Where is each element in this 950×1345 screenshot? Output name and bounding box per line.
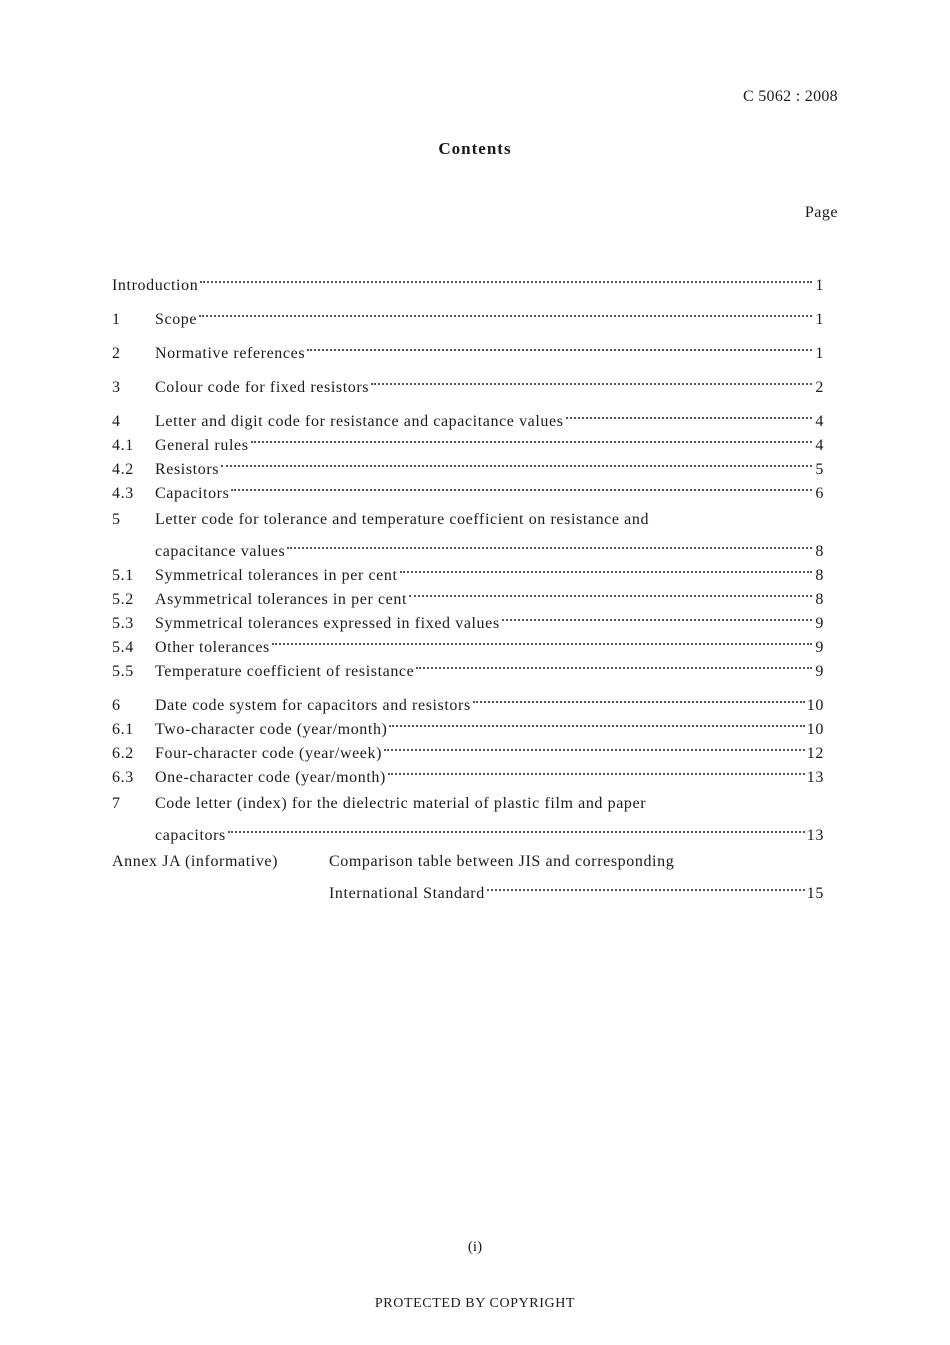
dot-leader bbox=[416, 652, 812, 676]
toc-section-number: 6 bbox=[112, 697, 121, 714]
toc-page-number: 4 bbox=[815, 437, 824, 454]
dot-leader bbox=[400, 556, 812, 580]
toc-entry-text: Two-character code (year/month) bbox=[155, 721, 388, 738]
toc-entry-5-4[interactable] bbox=[112, 628, 824, 656]
toc-entry-text: Symmetrical tolerances in per cent bbox=[155, 567, 398, 584]
page-title: Contents bbox=[438, 139, 512, 158]
toc-page-number: 6 bbox=[815, 485, 824, 502]
toc-section-number: 5.1 bbox=[112, 567, 134, 584]
toc-entry-text: Other tolerances bbox=[155, 639, 270, 656]
toc-entry-text-continued: International Standard bbox=[329, 885, 485, 902]
dot-leader bbox=[272, 628, 812, 652]
dot-leader bbox=[228, 816, 805, 840]
toc-entry-6-3[interactable] bbox=[112, 758, 824, 786]
toc-page-number: 13 bbox=[806, 827, 824, 844]
toc-section-number: 6.3 bbox=[112, 769, 134, 786]
toc-section-number: 5.5 bbox=[112, 663, 134, 680]
toc-page-number: 1 bbox=[815, 311, 824, 328]
toc-annex-label: Annex JA (informative) bbox=[112, 853, 279, 870]
toc-entry-5-1[interactable] bbox=[112, 556, 824, 584]
dot-leader bbox=[199, 300, 812, 324]
dot-leader bbox=[389, 710, 804, 734]
toc-entry-text: General rules bbox=[155, 437, 249, 454]
toc-entry-4-1[interactable] bbox=[112, 426, 824, 454]
toc-entry-5[interactable] bbox=[112, 508, 824, 560]
toc-page-number: 5 bbox=[815, 461, 824, 478]
toc-section-number: 5.4 bbox=[112, 639, 134, 656]
toc-page-number: 10 bbox=[806, 721, 824, 738]
toc-section-number: 3 bbox=[112, 379, 121, 396]
dot-leader bbox=[566, 402, 812, 426]
toc-entry-1[interactable] bbox=[112, 300, 824, 328]
page-column-label: Page bbox=[804, 204, 838, 221]
table-of-contents bbox=[112, 266, 824, 902]
toc-section-number: 4 bbox=[112, 413, 121, 430]
copyright-notice: PROTECTED BY COPYRIGHT bbox=[374, 1296, 576, 1311]
toc-entry-text: Colour code for fixed resistors bbox=[155, 379, 370, 396]
toc-page-number: 8 bbox=[815, 567, 824, 584]
toc-entry-text: One-character code (year/month) bbox=[155, 769, 386, 786]
toc-section-number: 6.1 bbox=[112, 721, 134, 738]
toc-page-number: 12 bbox=[806, 745, 824, 762]
toc-section-number: 5 bbox=[112, 511, 121, 528]
toc-page-number: 15 bbox=[806, 885, 824, 902]
toc-entry-text: Four-character code (year/week) bbox=[155, 745, 383, 762]
toc-entry-text: Date code system for capacitors and resistors bbox=[155, 697, 471, 714]
dot-leader bbox=[221, 450, 812, 474]
toc-entry-6[interactable] bbox=[112, 686, 824, 714]
toc-entry-text: Code letter (index) for the dielectric material of plastic film and paper bbox=[155, 795, 647, 812]
toc-entry-7[interactable] bbox=[112, 792, 824, 844]
toc-entry-text-continued: capacitance values bbox=[155, 543, 286, 560]
toc-entry-introduction[interactable] bbox=[112, 266, 824, 294]
toc-section-number: 4.2 bbox=[112, 461, 134, 478]
toc-entry-text: Symmetrical tolerances expressed in fixed values bbox=[155, 615, 500, 632]
toc-entry-text: Resistors bbox=[155, 461, 220, 478]
toc-entry-4-2[interactable] bbox=[112, 450, 824, 478]
dot-leader bbox=[502, 604, 812, 628]
toc-page-number: 4 bbox=[815, 413, 824, 430]
page-number-footer: (i) bbox=[467, 1239, 483, 1255]
dot-leader bbox=[388, 758, 805, 782]
toc-section-number: 4.1 bbox=[112, 437, 134, 454]
toc-page-number: 13 bbox=[806, 769, 824, 786]
toc-entry-text: Scope bbox=[155, 311, 198, 328]
toc-section-number: 7 bbox=[112, 795, 121, 812]
dot-leader bbox=[287, 532, 812, 556]
standard-number: C 5062 : 2008 bbox=[742, 88, 838, 105]
toc-entry-4-3[interactable] bbox=[112, 474, 824, 502]
dot-leader bbox=[487, 874, 805, 898]
toc-page-number: 8 bbox=[815, 543, 824, 560]
toc-entry-text: Letter and digit code for resistance and capacitance values bbox=[155, 413, 564, 430]
dot-leader bbox=[231, 474, 812, 498]
toc-entry-6-2[interactable] bbox=[112, 734, 824, 762]
toc-page-number: 9 bbox=[815, 615, 824, 632]
dot-leader bbox=[384, 734, 805, 758]
dot-leader bbox=[307, 334, 812, 358]
toc-entry-6-1[interactable] bbox=[112, 710, 824, 738]
toc-page-number: 9 bbox=[815, 639, 824, 656]
dot-leader bbox=[251, 426, 812, 450]
toc-entry-2[interactable] bbox=[112, 334, 824, 362]
toc-entry-text-continued: capacitors bbox=[155, 827, 226, 844]
toc-entry-3[interactable] bbox=[112, 368, 824, 396]
toc-page-number: 1 bbox=[815, 345, 824, 362]
toc-entry-5-3[interactable] bbox=[112, 604, 824, 632]
dot-leader bbox=[371, 368, 812, 392]
toc-page-number: 2 bbox=[815, 379, 824, 396]
toc-section-number: 5.3 bbox=[112, 615, 134, 632]
toc-entry-annex-ja[interactable] bbox=[112, 850, 824, 902]
toc-entry-text: Introduction bbox=[112, 277, 199, 294]
toc-section-number: 4.3 bbox=[112, 485, 134, 502]
dot-leader bbox=[409, 580, 812, 604]
toc-entry-5-5[interactable] bbox=[112, 652, 824, 680]
toc-entry-5-2[interactable] bbox=[112, 580, 824, 608]
toc-entry-text: Capacitors bbox=[155, 485, 230, 502]
toc-page-number: 1 bbox=[815, 277, 824, 294]
toc-entry-text: Temperature coefficient of resistance bbox=[155, 663, 415, 680]
toc-page-number: 8 bbox=[815, 591, 824, 608]
toc-entry-text: Normative references bbox=[155, 345, 306, 362]
toc-entry-4[interactable] bbox=[112, 402, 824, 430]
toc-section-number: 2 bbox=[112, 345, 121, 362]
toc-page-number: 9 bbox=[815, 663, 824, 680]
dot-leader bbox=[200, 266, 812, 290]
toc-section-number: 6.2 bbox=[112, 745, 134, 762]
toc-entry-text: Letter code for tolerance and temperature coefficient on resistance and bbox=[155, 511, 650, 528]
toc-section-number: 5.2 bbox=[112, 591, 134, 608]
toc-section-number: 1 bbox=[112, 311, 121, 328]
toc-entry-text: Comparison table between JIS and corresponding bbox=[329, 853, 675, 870]
toc-entry-text: Asymmetrical tolerances in per cent bbox=[155, 591, 408, 608]
toc-page-number: 10 bbox=[806, 697, 824, 714]
dot-leader bbox=[473, 686, 805, 710]
